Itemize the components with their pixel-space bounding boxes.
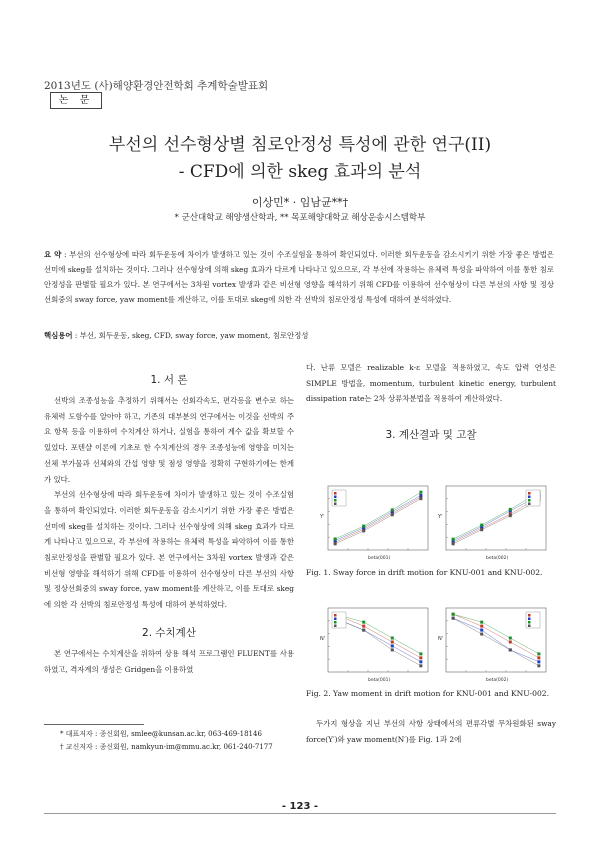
data-point — [419, 656, 422, 659]
data-point — [391, 640, 394, 643]
y-axis-label: Y' — [320, 514, 325, 520]
data-point — [391, 513, 394, 516]
data-point — [509, 648, 512, 651]
data-point — [480, 621, 483, 624]
fig2-caption: Fig. 2. Yaw moment in drift motion for KNU-001 and KNU-002. — [306, 689, 550, 698]
legend-marker — [334, 625, 337, 628]
x-axis-label: beta(002) — [486, 556, 509, 561]
page-bottom-rule — [44, 813, 556, 814]
data-point — [419, 664, 422, 667]
data-point — [452, 617, 455, 620]
figure-2 — [306, 600, 556, 688]
legend-marker — [528, 618, 531, 621]
data-point — [480, 633, 483, 636]
fig1-left-panel — [319, 486, 428, 561]
footnotes — [60, 728, 300, 754]
authors: 이상민* · 임남균**† — [251, 196, 349, 209]
legend-marker — [528, 621, 531, 624]
y-axis-label: Y' — [438, 514, 443, 520]
footnote-1: * 대표저자 : 종신회원, smlee@kunsan.ac.kr, 063-469-18146 — [60, 730, 262, 738]
results-paragraph-1: 두가지 형상을 지닌 부선의 사항 상태에서의 편류각별 무차원화된 sway force(Y′)와 yaw moment(N′)를 Fig. 1과 2에 — [306, 719, 556, 744]
abstract-label: 요 약 — [44, 250, 62, 259]
legend-marker — [334, 503, 337, 506]
legend-marker — [528, 499, 531, 502]
data-point — [419, 660, 422, 663]
data-point — [362, 621, 365, 624]
paper-title-line2: - CFD에 의한 skeg 효과의 분석 — [178, 162, 422, 182]
data-point — [419, 497, 422, 500]
legend-marker — [334, 618, 337, 621]
intro-paragraph-2: 부선의 선수형상에 따라 회두운동에 차이가 발생하고 있는 것이 수조실험을 통하여 확인되었다. 이러한 회두운동을 감소시키기 위한 가장 좋은 방법은 선미에 skeg를 설치하는 것이다. 그러나 선수형상에 의해 skeg 효과가 다르게 나타나고 있으므로, 각 부선에 작용하는 유체력 특성을 파악하여 이를 통한 침로안정성을 판별할 필요가 있다. 본 연구에서는 3차원 vortex 발생과 같은 비선형 영향을 해석하기 위해 CFD를 이용하여 선수형상이 다른 부선의 사항 및 정상선회중의 sway force, yaw moment를 계산하고, 이를 토대로 skeg에 의한 각 선박의 침로안정성 특성에 대하여 분석하였다. — [44, 490, 294, 610]
abstract — [44, 247, 554, 307]
numcalc-title: 2. 수치계산 — [142, 626, 196, 639]
data-point — [509, 514, 512, 517]
numcalc-paragraph-1: 본 연구에서는 수치계산을 위하여 상용 해석 프로그램인 FLUENT를 사용하였고, 격자계의 생성은 Gridgen을 이용하였 — [44, 648, 294, 674]
data-point — [362, 629, 365, 632]
data-point — [391, 508, 394, 511]
fig1-caption: Fig. 1. Sway force in drift motion for KNU-001 and KNU-002. — [306, 568, 543, 577]
data-point — [391, 644, 394, 647]
keywords-label: 핵심용어 — [44, 331, 73, 340]
data-point — [391, 648, 394, 651]
numcalc-paragraph-2: 다. 난류 모델은 realizable k-ε 모델을 적용하였고, 속도 압력 연성은 SIMPLE 방법을, momentum, turbulent kinetic energy, turbulent dissipation rate는 2차 상류차분법을 적용하여 계산하였다. — [306, 363, 556, 404]
legend-marker — [334, 614, 337, 617]
data-point — [419, 491, 422, 494]
page-number: - 123 - — [281, 801, 319, 812]
data-point — [452, 613, 455, 616]
fig2-right-panel — [438, 608, 546, 683]
data-point — [537, 652, 540, 655]
x-axis-label: beta(002) — [486, 678, 509, 683]
legend-marker — [334, 499, 337, 502]
conference-header: 2013년도 (사)해양환경안전학회 추계학술발표회 — [44, 80, 269, 92]
data-point — [509, 637, 512, 640]
data-point — [480, 524, 483, 527]
data-point — [334, 542, 337, 545]
footnote-rule — [44, 724, 144, 725]
intro-paragraph-1: 선박의 조종성능을 추정하기 위해서는 선회각속도, 편각등을 변수로 하는 유체력 도함수를 알아야 하고, 기존의 대부분의 연구에서는 이것을 선박의 주요 항목 등을 이용하여 수치계산 하거나, 실험을 통하여 계수 값을 확보할 수 있었다. 포텐샬 이론에 기초로 한 수치계산의 경우 조종성능에 영향을 미치는 선체 부가물과 선체와의 간섭 영향 및 점성 영향을 정확히 구현하기에는 한계가 있다. — [44, 396, 294, 484]
abstract-text: : 부선의 선수형상에 따라 회두운동에 차이가 발생하고 있는 것이 수조실험을 통하여 확인되었다. 이러한 회두운동을 감소시키기 위한 가장 좋은 방법은 선미에 skeg를 설치하는 것이다. 그러나 선수형상에 의해 skeg 효과가 다르게 나타나고 있으므로, 각 부선에 작용하는 유체력 특성을 파악하여 이를 통한 침로안정성을 판별할 필요가 있다. 본 연구에서는 3차원 vortex 발생과 같은 비선형 영향을 해석하기 위해 CFD를 이용하여 선수형상이 다른 부선의 사항 및 정상선회중의 sway force, yaw moment를 계산하고, 이를 토대로 skeg에 의한 각 선박의 침로안정성 특성에 대하여 분석하였다. — [44, 250, 554, 304]
results-title: 3. 계산결과 및 고찰 — [385, 429, 477, 442]
legend-marker — [528, 614, 531, 617]
data-point — [419, 652, 422, 655]
paper-title-line1: 부선의 선수형상별 침로안정성 특성에 관한 연구(II) — [108, 135, 492, 155]
legend-marker — [334, 492, 337, 495]
data-point — [452, 538, 455, 541]
fig1-right-panel — [437, 486, 546, 561]
fig2-left-panel — [320, 608, 428, 683]
y-axis-label: N' — [438, 636, 444, 642]
y-axis-label: N' — [320, 636, 326, 642]
paper-type-badge: 논 문 — [50, 92, 102, 109]
figure-1 — [306, 478, 556, 566]
data-point — [480, 629, 483, 632]
data-point — [419, 494, 422, 497]
data-point — [391, 637, 394, 640]
data-point — [537, 664, 540, 667]
data-point — [362, 625, 365, 628]
data-point — [452, 542, 455, 545]
footnote-2: † 교신저자 : 종신회원, namkyun-im@mmu.ac.kr, 061-240-7177 — [60, 743, 273, 751]
data-point — [480, 528, 483, 531]
data-point — [509, 640, 512, 643]
legend-marker — [528, 492, 531, 495]
left-column — [44, 372, 294, 677]
data-point — [509, 508, 512, 511]
legend-marker — [334, 621, 337, 624]
intro-title: 1. 서 론 — [150, 374, 188, 386]
legend-marker — [528, 503, 531, 506]
data-point — [362, 529, 365, 532]
x-axis-label: beta(001) — [368, 678, 391, 683]
legend-marker — [334, 496, 337, 499]
keywords — [44, 330, 554, 341]
legend-marker — [528, 625, 531, 628]
keywords-text: : 부선, 회두운동, skeg, CFD, sway force, yaw moment, 침로안정성 — [74, 331, 309, 340]
data-point — [480, 625, 483, 628]
data-point — [362, 525, 365, 528]
right-column — [306, 360, 556, 442]
data-point — [537, 660, 540, 663]
legend-marker — [528, 496, 531, 499]
affiliations: * 군산대학교 해양생산학과, ** 목포해양대학교 해상운송시스템학부 — [174, 213, 426, 223]
x-axis-label: beta(001) — [368, 556, 391, 561]
data-point — [334, 537, 337, 540]
data-point — [537, 656, 540, 659]
